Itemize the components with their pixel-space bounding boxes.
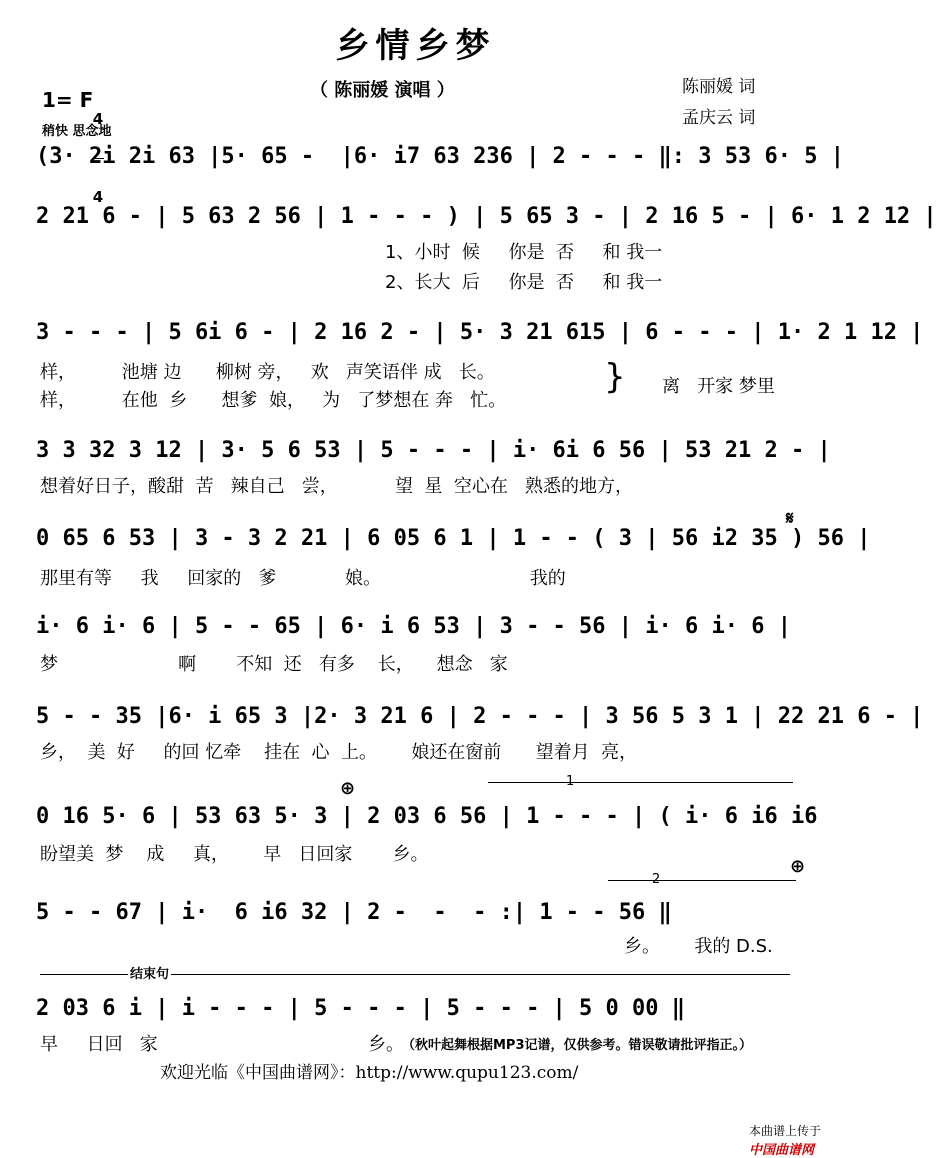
score-line-8: 0 16 5· 6 | 53 63 5· 3 | 2 03 6 56 | 1 - - - | ( i· 6 i6 i6 — [36, 804, 818, 829]
coda-icon: ⊕ — [340, 778, 356, 799]
time-top: 4 — [92, 110, 104, 128]
lyric-line-2a: 1、小时 候 你是 否 和 我一 — [385, 242, 663, 263]
lyric-line-4: 想着好日子，酸甜 苦 辣自己 尝， 望 星 空心在 熟悉的地方， — [40, 476, 634, 497]
tempo-marking: 稍快 思念地 — [42, 124, 112, 139]
page-title: 乡情乡梦 — [335, 26, 496, 66]
transcription-note: （秋叶起舞根据MP3记谱，仅供参考。错误敬请批评指正。） — [402, 1038, 753, 1053]
volta-2-bracket — [608, 880, 796, 881]
lyric-line-3b: 样， 在他 乡 想爹 娘， 为 了梦想在 奔 忙。 — [40, 390, 507, 411]
score-line-7: 5 - - 35 |6· i 65 3 |2· 3 21 6 | 2 - - - | 3 56 5 3 1 | 22 21 6 - | — [36, 704, 924, 729]
volta-1-bracket — [488, 782, 793, 783]
composer-credit: 孟庆云 词 — [682, 108, 756, 128]
lyric-line-6: 梦 啊 不知 还 有多 长， 想念 家 — [40, 654, 508, 675]
brace-icon: } — [604, 357, 626, 397]
score-line-3: 3 - - - | 5 6i 6 - | 2 16 2 - | 5· 3 21 615 | 6 - - - | 1· 2 1 12 | — [36, 320, 924, 345]
lyric-line-3a: 样， 池塘 边 柳树 旁， 欢 声笑语伴 成 长。 — [40, 362, 495, 383]
score-line-1: (3· 2i 2i 63 |5· 65 - |6· i7 63 236 | 2 - - - ‖: 3 53 6· 5 | — [36, 144, 844, 169]
ending-label: 结束句 — [128, 963, 171, 982]
lyricist-credit: 陈丽媛 词 — [682, 77, 756, 97]
singer-subtitle: （ 陈丽媛 演唱 ） — [310, 80, 455, 101]
lyric-line-10b: 乡。 — [368, 1034, 404, 1055]
lyric-line-2b: 2、长大 后 你是 否 和 我一 — [385, 272, 663, 293]
key-signature: 1= F — [42, 88, 94, 112]
upload-credit — [741, 1108, 821, 1158]
lyric-line-3c: 离 开家 梦里 — [662, 376, 775, 397]
score-line-4: 3 3 32 3 12 | 3· 5 6 53 | 5 - - - | i· 6i 6 56 | 53 21 2 - | — [36, 438, 831, 463]
score-line-10: 2 03 6 i | i - - - | 5 - - - | 5 - - - | 5 0 00 ‖ — [36, 996, 686, 1021]
lyric-line-5: 那里有等 我 回家的 爹 娘。 我的 — [40, 568, 566, 589]
segno-icon: 𝄋 — [786, 508, 794, 529]
score-line-9: 5 - - 67 | i· 6 i6 32 | 2 - - - :| 1 - - 56 ‖ — [36, 900, 672, 925]
score-line-6: i· 6 i· 6 | 5 - - 65 | 6· i 6 53 | 3 - - 56 | i· 6 i· 6 | — [36, 614, 791, 639]
volta-2-label: 2 — [652, 872, 661, 887]
score-line-2: 2 21 6 - | 5 63 2 56 | 1 - - - ) | 5 65 3 - | 2 16 5 - | 6· 1 2 12 | — [36, 204, 937, 229]
lyric-line-9: 乡。 我的 D.S. — [624, 936, 773, 957]
score-line-5: 0 65 6 53 | 3 - 3 2 21 | 6 05 6 1 | 1 - - ( 3 | 56 i2 35 ) 56 | — [36, 526, 871, 551]
site-logo: 中国曲谱网 — [748, 1143, 814, 1158]
upload-text: 本曲谱上传于 — [748, 1124, 821, 1138]
lyric-line-10: 早 日回 家 — [40, 1034, 158, 1055]
lyric-line-7: 乡， 美 好 的回 忆牵 挂在 心 上。 娘还在窗前 望着月 亮， — [40, 742, 638, 763]
time-bottom: 4 — [92, 188, 104, 206]
volta-1-label: 1 — [566, 774, 575, 789]
coda-icon-2: ⊕ — [790, 856, 806, 877]
lyric-line-8: 盼望美 梦 成 真， 早 日回家 乡。 — [40, 844, 429, 865]
website-banner: 欢迎光临《中国曲谱网》：http://www.qupu123.com/ — [160, 1063, 579, 1083]
